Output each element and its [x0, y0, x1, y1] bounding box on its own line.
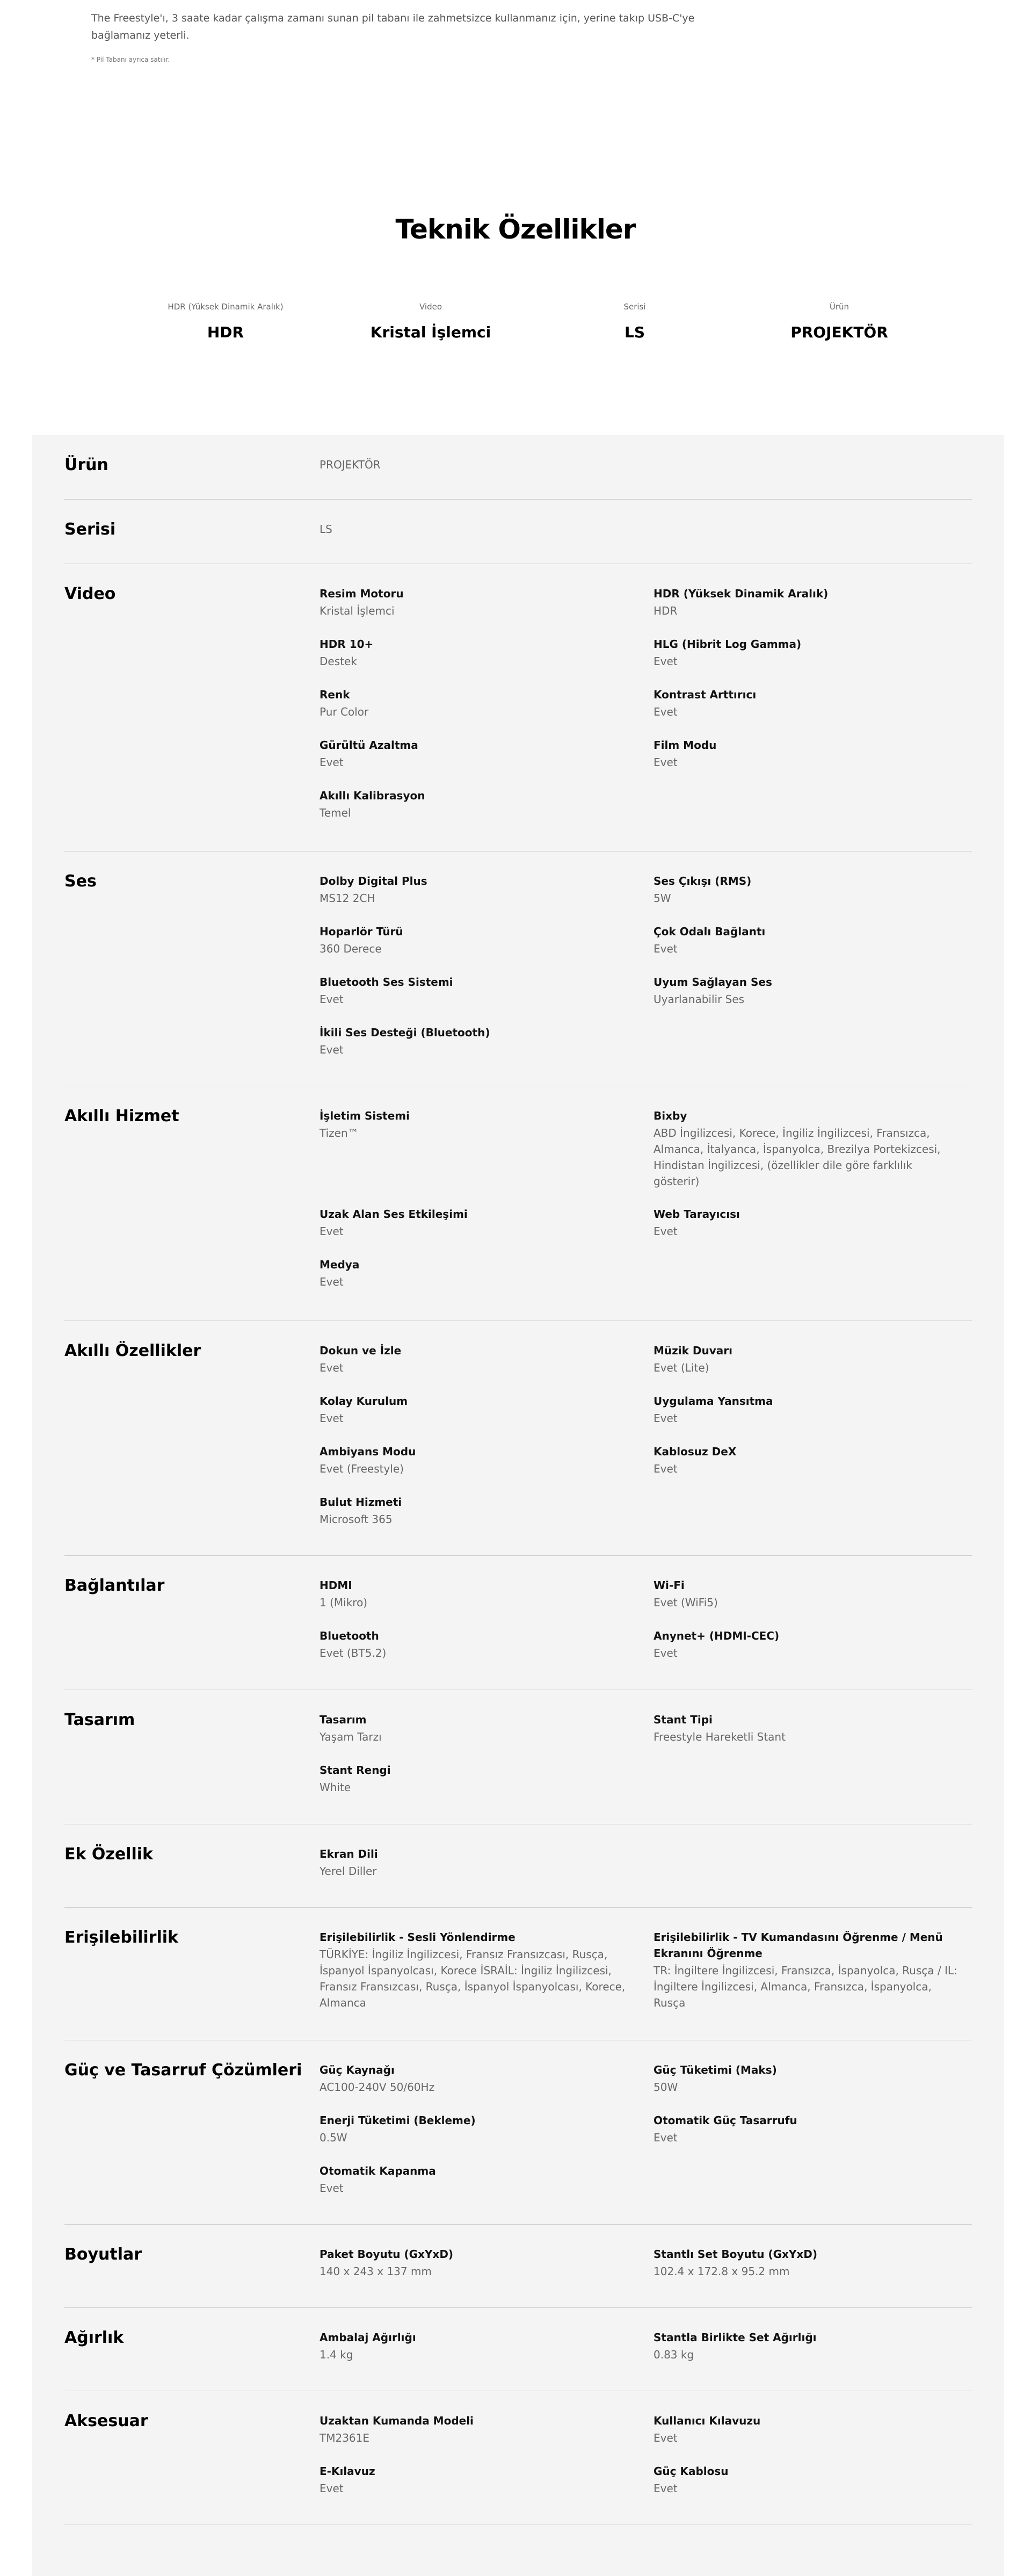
spec-item-label: Kablosuz DeX	[654, 1445, 737, 1458]
spec-item	[654, 586, 960, 619]
spec-category: Akıllı Özellikler	[64, 1341, 201, 1360]
spec-category: Ürün	[64, 456, 108, 474]
spec-category: Ek Özellik	[64, 1845, 153, 1864]
spec-item	[654, 2413, 960, 2446]
highlight-value: Kristal İşlemci	[370, 323, 491, 341]
spec-row	[64, 852, 972, 1086]
spec-item	[654, 873, 960, 906]
spec-item-label: HDR 10+	[320, 638, 374, 651]
spec-item	[320, 1393, 626, 1426]
spec-item-value: HDR	[654, 604, 678, 617]
spec-item	[320, 521, 626, 537]
spec-item	[320, 457, 626, 473]
spec-item-label: HDMI	[320, 1579, 352, 1592]
spec-item	[320, 2413, 626, 2446]
spec-row	[64, 2040, 972, 2225]
highlight-series	[538, 302, 731, 341]
highlight-value: LS	[624, 323, 645, 341]
spec-item	[320, 1108, 626, 1141]
spec-item-value: Evet	[320, 1412, 344, 1425]
spec-item	[320, 1343, 626, 1376]
spec-item-value: Evet	[320, 1275, 344, 1288]
spec-item-value: Evet	[320, 756, 344, 769]
spec-item	[320, 1494, 626, 1527]
spec-item	[654, 737, 960, 770]
spec-item	[654, 1628, 960, 1661]
spec-item	[320, 586, 626, 619]
spec-row	[64, 1086, 972, 1321]
spec-item-label: İkili Ses Desteği (Bluetooth)	[320, 1026, 490, 1039]
spec-item-label: Bixby	[654, 1109, 687, 1122]
spec-item	[320, 1628, 626, 1661]
spec-item	[654, 923, 960, 957]
spec-item-value: Evet	[654, 942, 678, 955]
spec-item-label: Medya	[320, 1258, 360, 1271]
spec-item-label: Stantla Birlikte Set Ağırlığı	[654, 2331, 817, 2344]
spec-item-label: Dolby Digital Plus	[320, 875, 427, 887]
spec-item	[320, 1444, 626, 1477]
spec-item-value: Tizen™	[320, 1127, 359, 1139]
spec-category: Serisi	[64, 520, 116, 539]
spec-item-value: Evet	[654, 1647, 678, 1659]
spec-item-label: Resim Motoru	[320, 587, 404, 600]
spec-row	[64, 435, 972, 500]
spec-row	[64, 1908, 972, 2040]
spec-item	[320, 1577, 626, 1611]
spec-item-value: 0.5W	[320, 2131, 347, 2144]
highlight-value: HDR	[207, 323, 244, 341]
spec-item-value: Evet	[320, 2182, 344, 2195]
spec-item-label: HDR (Yüksek Dinamik Aralık)	[654, 587, 829, 600]
spec-item-label: Dokun ve İzle	[320, 1344, 402, 1357]
spec-item	[320, 1846, 626, 1879]
spec-item-value: Kristal İşlemci	[320, 604, 395, 617]
spec-row	[64, 500, 972, 564]
spec-category: Ses	[64, 872, 97, 891]
spec-item	[654, 636, 960, 669]
intro-text: The Freestyle'ı, 3 saate kadar çalışma zamanı sunan pil tabanı ile zahmetsizce kullanmanız için, yerine takıp USB-C'ye bağlamanız yeterli.	[91, 12, 695, 41]
spec-item-label: Film Modu	[654, 739, 717, 752]
spec-row	[64, 1690, 972, 1824]
spec-item-value: Evet	[654, 705, 678, 718]
spec-item-label: Bluetooth Ses Sistemi	[320, 976, 453, 988]
spec-item-value: TM2361E	[320, 2431, 370, 2444]
spec-item-value: Yaşam Tarzı	[320, 1730, 382, 1743]
highlight-video	[334, 302, 527, 341]
spec-category: Erişilebilirlik	[64, 1928, 178, 1947]
spec-item	[320, 636, 626, 669]
spec-item-label: Uyum Sağlayan Ses	[654, 976, 772, 988]
intro-section	[91, 10, 703, 63]
spec-item-label: Ambalaj Ağırlığı	[320, 2331, 416, 2344]
spec-item	[320, 1929, 626, 2011]
spec-item	[320, 2112, 626, 2146]
spec-item-value: AC100-240V 50/60Hz	[320, 2081, 435, 2094]
spec-item-label: Anynet+ (HDMI-CEC)	[654, 1629, 780, 1642]
spec-row	[64, 1556, 972, 1690]
spec-row	[64, 564, 972, 852]
spec-item-label: Güç Tüketimi (Maks)	[654, 2063, 777, 2076]
spec-item-label: Akıllı Kalibrasyon	[320, 789, 425, 802]
spec-item-value: 5W	[654, 892, 671, 905]
spec-item-label: Müzik Duvarı	[654, 1344, 732, 1357]
spec-item-value: Pur Color	[320, 705, 369, 718]
spec-item-value: LS	[320, 523, 332, 536]
spec-item	[320, 687, 626, 720]
spec-item	[320, 974, 626, 1007]
spec-item-value: Evet (Lite)	[654, 1361, 709, 1374]
spec-item-value: Evet (WiFi5)	[654, 1596, 718, 1609]
spec-item-label: Web Tarayıcısı	[654, 1208, 740, 1221]
spec-item-value: White	[320, 1781, 351, 1794]
spec-item-value: 360 Derece	[320, 942, 382, 955]
spec-item	[654, 1929, 960, 2011]
spec-item-label: Paket Boyutu (GxYxD)	[320, 2248, 454, 2261]
spec-item-value: 102.4 x 172.8 x 95.2 mm	[654, 2265, 790, 2278]
spec-table	[32, 435, 1004, 2576]
spec-item	[654, 974, 960, 1007]
spec-item	[320, 1762, 626, 1795]
spec-item-label: Hoparlör Türü	[320, 925, 403, 938]
spec-item-value: Evet	[320, 2482, 344, 2495]
spec-item	[654, 1444, 960, 1477]
highlight-label: Serisi	[623, 302, 646, 312]
highlight-hdr	[129, 302, 322, 341]
spec-item-value: Evet	[654, 655, 678, 668]
spec-item-label: Uzak Alan Ses Etkileşimi	[320, 1208, 468, 1221]
spec-row	[64, 2391, 972, 2525]
spec-item	[320, 2163, 626, 2196]
spec-item-value: Evet	[320, 1043, 344, 1056]
spec-item-value: 1 (Mikro)	[320, 1596, 368, 1609]
spec-item	[320, 2463, 626, 2496]
spec-category: Akıllı Hizmet	[64, 1107, 179, 1125]
spec-item-label: Erişilebilirlik - Sesli Yönlendirme	[320, 1931, 516, 1944]
specs-title: Teknik Özellikler	[395, 214, 636, 245]
spec-item	[654, 2463, 960, 2496]
spec-item-label: Renk	[320, 688, 350, 701]
spec-item-value: Microsoft 365	[320, 1513, 393, 1526]
spec-item-label: Wi-Fi	[654, 1579, 685, 1592]
spec-item-label: Stantlı Set Boyutu (GxYxD)	[654, 2248, 818, 2261]
spec-item	[654, 1393, 960, 1426]
spec-item	[654, 687, 960, 720]
spec-item-value: ABD İngilizcesi, Korece, İngiliz İngilizcesi, Fransızca, Almanca, İtalyanca, İspanyolca, Brezilya Portekizcesi, Hindistan İngilizcesi, (özellikler dile göre farklılık gösterir)	[654, 1127, 941, 1188]
spec-item-value: MS12 2CH	[320, 892, 375, 905]
spec-row	[64, 1321, 972, 1556]
spec-item	[654, 1206, 960, 1239]
spec-item-value: 1.4 kg	[320, 2348, 353, 2361]
spec-item-label: Ekran Dili	[320, 1848, 378, 1860]
spec-item-label: Stant Rengi	[320, 1764, 391, 1777]
spec-item-value: Evet	[320, 1361, 344, 1374]
spec-item-value: Evet	[320, 993, 344, 1006]
spec-item-label: Kullanıcı Kılavuzu	[654, 2414, 761, 2427]
spec-row	[64, 2225, 972, 2308]
spec-item	[320, 2329, 626, 2363]
intro-footnote: * Pil Tabanı ayrıca satılır.	[91, 56, 170, 63]
highlight-value: PROJEKTÖR	[790, 323, 888, 341]
spec-item-value: Evet	[654, 1225, 678, 1238]
spec-item-label: E-Kılavuz	[320, 2465, 375, 2478]
spec-row	[64, 1824, 972, 1908]
spec-item	[654, 2246, 960, 2279]
highlight-label: HDR (Yüksek Dinamik Aralık)	[168, 302, 284, 312]
highlight-label: Ürün	[829, 302, 850, 312]
spec-item-value: PROJEKTÖR	[320, 458, 381, 471]
spec-item	[320, 737, 626, 770]
spec-item	[320, 788, 626, 821]
spec-item-value: Yerel Diller	[320, 1865, 377, 1878]
spec-item-label: Stant Tipi	[654, 1713, 713, 1726]
spec-item-label: Kolay Kurulum	[320, 1395, 408, 1408]
spec-item-label: Güç Kaynağı	[320, 2063, 395, 2076]
spec-item-value: Evet	[654, 1412, 678, 1425]
spec-category: Bağlantılar	[64, 1576, 165, 1595]
spec-item	[654, 1108, 960, 1189]
spec-item-value: Evet	[654, 1462, 678, 1475]
spec-item-label: Çok Odalı Bağlantı	[654, 925, 766, 938]
spec-item	[654, 2329, 960, 2363]
spec-item	[320, 873, 626, 906]
spec-item-value: 0.83 kg	[654, 2348, 694, 2361]
spec-item	[654, 2112, 960, 2146]
spec-item-label: Bulut Hizmeti	[320, 1496, 402, 1509]
spec-item-value: 140 x 243 x 137 mm	[320, 2265, 432, 2278]
spec-item-value: Temel	[320, 806, 351, 819]
spec-item-value: Destek	[320, 655, 357, 668]
spec-item-label: Bluetooth	[320, 1629, 379, 1642]
spec-item-label: Otomatik Güç Tasarrufu	[654, 2114, 797, 2127]
spec-item-label: Ses Çıkışı (RMS)	[654, 875, 752, 887]
spec-item	[320, 1257, 626, 1290]
highlight-product	[743, 302, 936, 341]
spec-item	[320, 2062, 626, 2095]
spec-item	[320, 923, 626, 957]
spec-row	[64, 2308, 972, 2391]
spec-item	[654, 1712, 960, 1745]
spec-category: Video	[64, 585, 116, 603]
spec-item-label: Erişilebilirlik - TV Kumandasını Öğrenme / Menü Ekranını Öğrenme	[654, 1931, 943, 1960]
spec-item-label: Ambiyans Modu	[320, 1445, 416, 1458]
highlight-label: Video	[419, 302, 442, 312]
spec-item	[320, 1712, 626, 1745]
spec-item-label: Uygulama Yansıtma	[654, 1395, 773, 1408]
spec-item	[654, 1577, 960, 1611]
spec-category: Boyutlar	[64, 2245, 142, 2264]
spec-category: Güç ve Tasarruf Çözümleri	[64, 2061, 302, 2080]
spec-item-value: Freestyle Hareketli Stant	[654, 1730, 786, 1743]
spec-item	[320, 2246, 626, 2279]
spec-item-value: TR: İngiltere İngilizcesi, Fransızca, İspanyolca, Rusça / IL: İngiltere İngilizcesi, Almanca, Fransızca, İspanyolca, Rusça	[654, 1964, 957, 2009]
spec-item	[654, 1343, 960, 1376]
spec-item-value: Evet	[654, 2431, 678, 2444]
spec-item-value: Uyarlanabilir Ses	[654, 993, 745, 1006]
spec-highlights	[0, 302, 1031, 356]
spec-item-value: Evet	[320, 1225, 344, 1238]
spec-item-label: HLG (Hibrit Log Gamma)	[654, 638, 802, 651]
spec-item-value: Evet (Freestyle)	[320, 1462, 404, 1475]
spec-item-label: Tasarım	[320, 1713, 367, 1726]
spec-item-value: 50W	[654, 2081, 678, 2094]
spec-item	[320, 1024, 626, 1058]
spec-item-label: Kontrast Arttırıcı	[654, 688, 757, 701]
spec-item-value: Evet	[654, 2482, 678, 2495]
spec-item	[320, 1206, 626, 1239]
spec-item-label: İşletim Sistemi	[320, 1109, 410, 1122]
spec-item-label: Gürültü Azaltma	[320, 739, 418, 752]
spec-item-value: Evet	[654, 2131, 678, 2144]
spec-item-value: Evet	[654, 756, 678, 769]
spec-category: Aksesuar	[64, 2412, 148, 2430]
spec-item-value: Evet (BT5.2)	[320, 1647, 387, 1659]
spec-category: Ağırlık	[64, 2328, 124, 2347]
spec-item-label: Uzaktan Kumanda Modeli	[320, 2414, 474, 2427]
spec-item-label: Otomatik Kapanma	[320, 2164, 436, 2177]
spec-item-label: Enerji Tüketimi (Bekleme)	[320, 2114, 476, 2127]
spec-category: Tasarım	[64, 1711, 135, 1729]
spec-item-value: TÜRKİYE: İngiliz İngilizcesi, Fransız Fransızcası, Rusça, İspanyol İspanyolcası, Korece İSRAİL: İngiliz İngilizcesi, Fransız Fransızcası, Rusça, İspanyol İspanyolcası, Korece, Almanca	[320, 1948, 626, 2009]
spec-item	[654, 2062, 960, 2095]
spec-item-label: Güç Kablosu	[654, 2465, 729, 2478]
